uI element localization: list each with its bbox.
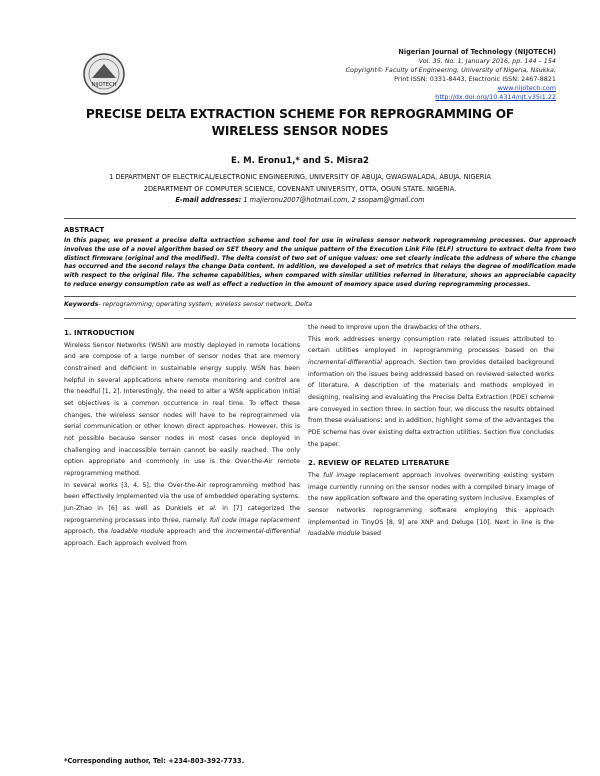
journal-header [296,48,556,102]
intro-paragraph-2 [64,480,300,550]
doi-link[interactable]: http://dx.doi.org/10.4314/njt.v35i1.22 [435,93,556,101]
divider-top [64,218,576,219]
text-run: approach. Each approach evolved from [64,539,187,547]
divider-keywords [64,318,576,319]
review-paragraph-1 [308,470,554,540]
text-run: The [308,471,324,479]
journal-name: Nigerian Journal of Technology (NIJOTECH) [398,48,556,56]
text-run-italic: full image [323,471,356,479]
text-run-italic: incremental-differential [308,358,382,366]
affiliation-2: 2DEPARTMENT OF COMPUTER SCIENCE, COVENANT UNIVERSITY, OTTA, OGUN STATE. NIGERIA. [143,185,457,193]
text-run: based [360,530,382,538]
keywords [64,301,576,308]
email-label: E-mail addresses: [175,196,242,204]
text-run: replacement approach involves overwriting existing system image currently running on the sensor nodes with a compiled binary image of the new application software and the operating system inclusive. Examples of sensor networks reprogramming software employing this approach implemented in TinyOS [8, 9] are XNP and Deluge [10]. Next in line is the [308,471,554,526]
text-run: approach and the [163,528,227,536]
title-line-1: PRECISE DELTA EXTRACTION SCHEME FOR REPROGRAMMING OF [85,107,515,121]
keywords-text: - reprogramming; operating system, wireless sensor network, Delta [98,301,313,308]
text-run-italic: full code image replacement [209,516,300,524]
volume-line: Vol. 35, No. 1, January 2016, pp. 144 – 154 [418,57,556,65]
section-heading-review: 2. REVIEW OF RELATED LITERATURE [308,459,450,468]
text-run-italic: loadable module [110,528,164,536]
email-addresses [60,196,540,204]
logo-text: NIJOTECH [91,82,117,88]
text-run-italic: et al. [197,504,217,512]
keywords-label: Keywords [64,301,99,308]
intro-paragraph-1: Wireless Sensor Networks (WSN) are mostly deployed in remote locations and are compose of a large number of sensor nodes that are memory constrained and deficient in sustainable energy supply. WSN has been helpful in several applications where remote monitoring and control are the needful [1, 2]. Interestingly, the need to alter a WSN application initial set objectives is a common occurrence in real time. To effect these changes, the wireless sensor nodes will have to be reprogrammed via serial communication or other known direct approaches. However, this is not possible because sensor nodes in most cases once deployed in challenging and inaccessible terrain cannot be easily reached. The only option appropriate and commonly in use is the Over-the-Air remote reprogramming method. [64,341,300,477]
text-run: This work addresses energy consumption rate related issues attributed to certain utilities employed in reprogramming processes based on the [308,335,554,355]
abstract-heading: ABSTRACT [64,226,105,234]
intro-paragraph-3 [308,334,554,451]
email-text: 1 majieronu2007@hotmail.com, 2 ssopam@gmail.com [241,196,425,204]
text-run: In several works [3, 4, 5], the Over-the-Air reprogramming method has been effectively implemented via the use of embedded operating systems. Jun-Zhao in [6] as well as Dunkiels [64,481,300,512]
section-heading-introduction: 1. INTRODUCTION [64,329,135,337]
text-run-italic: incremental-differential [226,528,300,536]
issn-line: Print ISSN: 0331-8443, Electronic ISSN: 2467-8821 [394,75,556,83]
abstract-body: In this paper, we present a precise delta extraction scheme and tool for use in wireless sensor network reprogramming processes. Our approach involves the use of a novel algorithm based on SET theory and the unique pattern of the Execution Link File (ELF) structure to extract delta from two distinct firmware (original and the modified). The delta consist of two set of unique values: one set clearly indicate the address of where the change has occurred and the second relays the change Data content. In addition, we developed a set of metrics that relays the degree of modification made with respect to the original file. The scheme capabilities, when compared with similar utilities referred in literature, shows an appreciable capacity to reduce energy consumption rate as well as effect a reduction in the amount of memory space used during reprogramming processes. [64,237,576,288]
text-run: approach. Section two provides detailed background information on the issues being addressed based on reviewed selected works of literature. A description of the materials and methods employed in designing, realising and evaluating the Precise Delta Extraction (PDE) scheme are conveyed in section three. In section four, we discuss the results obtained from these evaluations; and in addition, highlight some of the advantages the PDE scheme has over existing delta extraction utilities. Section five concludes the paper. [308,358,554,448]
intro-continued: the need to improve upon the drawbacks of the others. [308,324,482,331]
right-column [308,322,554,540]
website-link[interactable]: www.nijotech.com [497,84,556,92]
text-run: approach, the [64,528,111,536]
authors: E. M. Eronu1,* and S. Misra2 [230,156,370,166]
title-line-2: WIRELESS SENSOR NODES [211,124,389,138]
divider-abstract [64,296,576,297]
paper-title [60,106,540,140]
text-run-italic: loadable module [308,530,361,538]
copyright-line: Copyright© Faculty of Engineering, University of Nigeria, Nsukka, [345,66,556,74]
corresponding-author-note: *Corresponding author, Tel: +234-803-392-7733. [64,757,245,765]
affiliation-1: 1 DEPARTMENT OF ELECTRICAL/ELECTRONIC ENGINEERING, UNIVERSITY OF ABUJA, GWAGWALADA, ABUJA. NIGERIA [109,173,491,181]
text-run: in [7] categorized the reprogramming processes into three, namely: [64,504,300,524]
journal-logo [82,52,126,96]
left-column [64,322,300,549]
